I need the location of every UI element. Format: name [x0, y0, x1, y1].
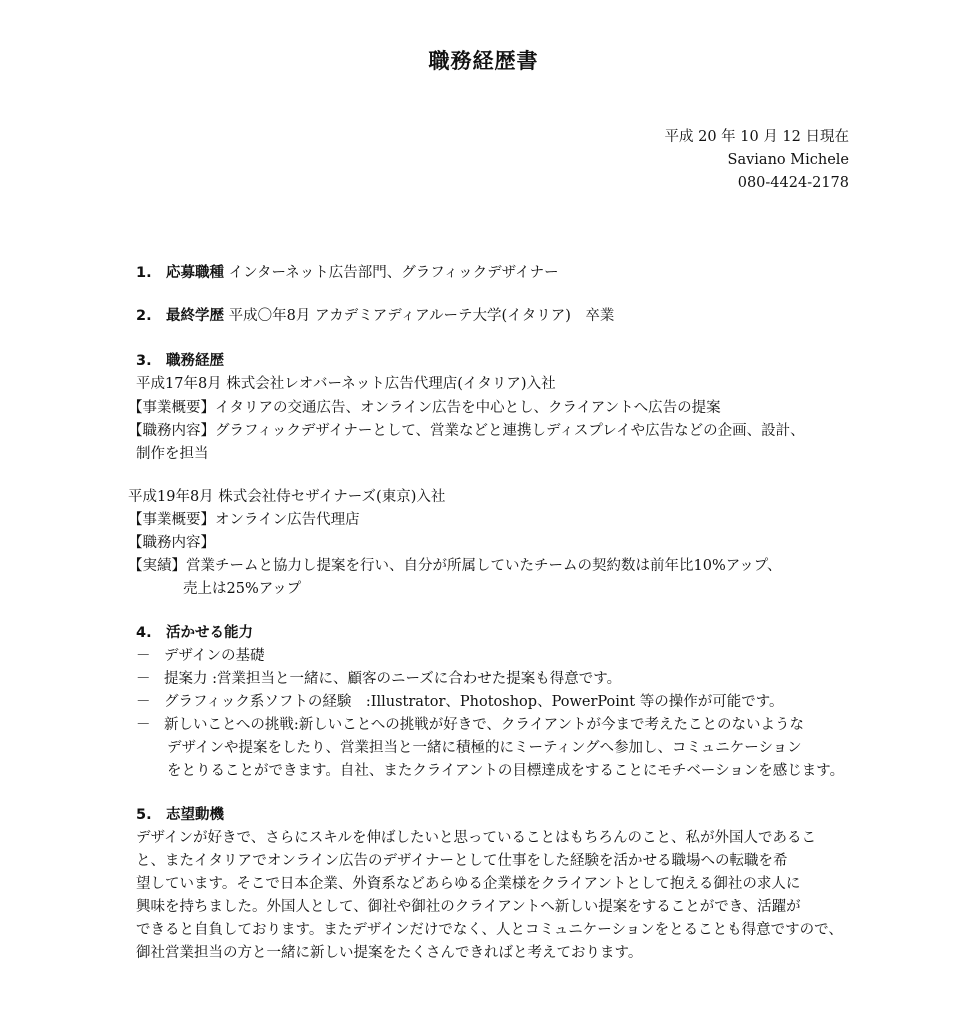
job2-duties: 【職務内容】: [128, 535, 215, 551]
section-skills-heading: [136, 622, 253, 645]
dash-bullet: －: [136, 694, 151, 710]
section-heading: 志望動機: [166, 807, 224, 823]
motivation-line: 御社営業担当の方と一緒に新しい提案をたくさんできればと考えております。: [136, 945, 643, 961]
skill-item: [136, 645, 264, 668]
dash-bullet: －: [136, 648, 151, 664]
job2-period: 平成19年8月 株式会社侍セザイナーズ(東京)入社: [128, 489, 446, 505]
job1-business: 【事業概要】イタリアの交通広告、オンライン広告を中心とし、クライアントへ広告の提案: [128, 400, 721, 416]
section-heading: 活かせる能力: [166, 625, 253, 641]
section-content: 平成〇年8月 アカデミアディアルーテ大学(イタリア) 卒業: [228, 308, 615, 324]
skill-text-cont: をとりることができます。自社、またクライアントの目標達成をすることにモチベーションを感じます。: [167, 763, 845, 779]
skill-text: グラフィック系ソフトの経験 :Illustrator、Photoshop、PowerPoint 等の操作が可能です。: [164, 694, 784, 710]
section-heading: 最終学歴: [166, 308, 224, 324]
header-date: 平成 20 年 10 月 12 日現在: [664, 129, 849, 145]
section-heading: 応募職種: [166, 265, 224, 281]
motivation-line: 望しています。そこで日本企業、外資系などあらゆる企業様をクライアントとして抱える御社の求人に: [136, 876, 801, 892]
skill-item: [136, 714, 804, 737]
section-number: 2.: [136, 308, 152, 324]
skill-text: デザインの基礎: [164, 648, 265, 664]
skill-item: [136, 668, 621, 691]
skill-text: 提案力 :営業担当と一緒に、顧客のニーズに合わせた提案も得意です。: [164, 671, 622, 687]
skill-text-cont: デザインや提案をしたり、営業担当と一緒に積極的にミーティングへ参加し、コミュニケーション: [167, 740, 802, 756]
motivation-paragraph: [136, 827, 866, 965]
job1-duties: 【職務内容】グラフィックデザイナーとして、営業などと連携しディスプレイや広告などの企画、設計、: [128, 423, 805, 439]
motivation-line: と、またイタリアでオンライン広告のデザイナーとして仕事をした経験を活かせる職場への転職を希: [136, 853, 788, 869]
header-info: [664, 126, 849, 195]
job2-achievement: 【実績】営業チームと協力し提案を行い、自分が所属していたチームの契約数は前年比10%アップ、: [128, 558, 782, 574]
motivation-line: 興味を持ちました。外国人として、御社や御社のクライアントへ新しい提案をすることができ、活躍が: [136, 899, 801, 915]
job1-duties-cont: 制作を担当: [136, 446, 209, 462]
dash-bullet: －: [136, 671, 151, 687]
page-title: 職務経歴書: [428, 49, 539, 73]
section-heading: 職務経歴: [166, 353, 224, 369]
section-number: 4.: [136, 625, 152, 641]
section-content: インターネット広告部門、グラフィックデザイナー: [228, 265, 559, 281]
motivation-line: デザインが好きで、さらにスキルを伸ばしたいと思っていることはもちろんのこと、私が外国人であるこ: [136, 830, 817, 846]
section-motivation-heading: [136, 804, 224, 827]
section-number: 5.: [136, 807, 152, 823]
header-name: Saviano Michele: [727, 152, 849, 168]
section-desired-position: [136, 262, 559, 285]
job2-achievement-cont: 売上は25%アップ: [183, 581, 302, 597]
motivation-line: できると自負しております。またデザインだけでなく、人とコミュニケーションをとることも得意ですので、: [136, 922, 843, 938]
section-number: 3.: [136, 353, 152, 369]
job2-business: 【事業概要】オンライン広告代理店: [128, 512, 360, 528]
skill-text: 新しいことへの挑戦:新しいことへの挑戦が好きで、クライアントが今まで考えたことのないような: [164, 717, 804, 733]
section-number: 1.: [136, 265, 152, 281]
skill-item: [136, 691, 784, 714]
job1-period: 平成17年8月 株式会社レオバーネット広告代理店(イタリア)入社: [136, 376, 556, 392]
section-education: [136, 305, 614, 328]
header-phone: 080-4424-2178: [737, 175, 849, 191]
dash-bullet: －: [136, 717, 151, 733]
section-work-history-heading: [136, 350, 224, 373]
